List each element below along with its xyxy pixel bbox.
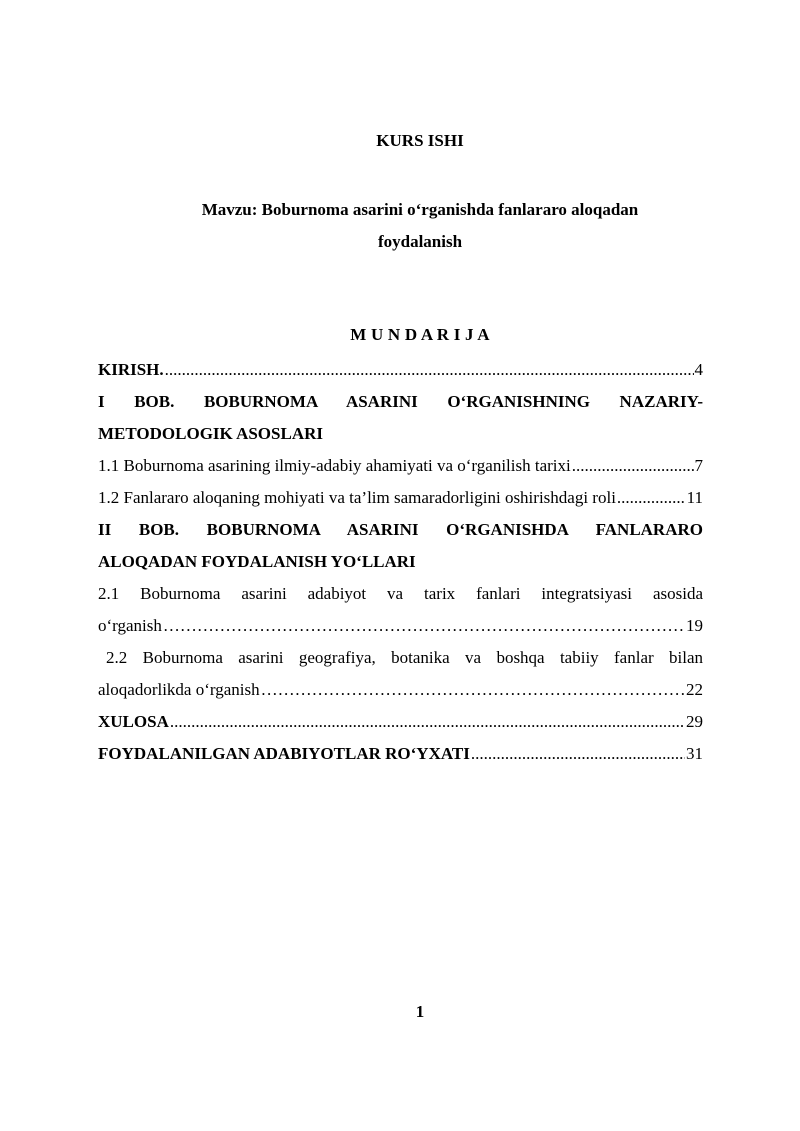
toc-dot-leader bbox=[261, 674, 685, 706]
toc-heading: M U N D A R I J A bbox=[350, 325, 490, 344]
toc-dot-leader bbox=[471, 738, 685, 770]
toc-dot-leader bbox=[617, 482, 686, 514]
toc-entry-adabiyotlar bbox=[98, 738, 703, 770]
toc-chapter-2 bbox=[98, 514, 703, 578]
toc-dot-leader bbox=[170, 706, 685, 738]
toc-entry-kirish bbox=[98, 354, 703, 386]
toc-entry-line: 2.2 Boburnoma asarini geografiya, botanika va boshqa tabiiy fanlar bilan bbox=[106, 648, 703, 667]
toc-entry-label: o‘rganish bbox=[98, 616, 162, 635]
toc-entry-label: 1.1 Boburnoma asarining ilmiy-adabiy ahamiyati va o‘rganilish tarixi bbox=[98, 456, 571, 475]
toc-chapter-line: ALOQADAN FOYDALANISH YO‘LLARI bbox=[98, 552, 416, 571]
topic-line-2: foydalanish bbox=[377, 232, 463, 251]
toc-entry-1-1 bbox=[98, 450, 703, 482]
toc-page-number: 31 bbox=[686, 744, 703, 763]
toc-entry-line: 2.1 Boburnoma asarini adabiyot va tarix fanlari integratsiyasi asosida bbox=[98, 584, 703, 603]
toc-entry-continuation bbox=[98, 610, 703, 642]
toc-entry-2-1 bbox=[98, 578, 703, 642]
toc-page-number: 29 bbox=[686, 712, 703, 731]
toc-chapter-line: I BOB. BOBURNOMA ASARINI O‘RGANISHNING NAZARIY- bbox=[98, 392, 703, 411]
toc-entry-label: aloqadorlikda o‘rganish bbox=[98, 680, 260, 699]
toc-entry-1-2 bbox=[98, 482, 703, 514]
toc-entry-label: KIRISH. bbox=[98, 360, 164, 379]
toc-entry-label: FOYDALANILGAN ADABIYOTLAR RO‘YXATI bbox=[98, 744, 470, 763]
toc-dot-leader bbox=[163, 610, 685, 642]
toc-page-number: 19 bbox=[686, 616, 703, 635]
toc-page-number: 11 bbox=[686, 488, 703, 507]
toc-page-number: 7 bbox=[694, 456, 703, 475]
topic-block bbox=[98, 194, 742, 258]
toc-dot-leader bbox=[165, 354, 694, 386]
document-title: KURS ISHI bbox=[376, 131, 464, 150]
toc-dot-leader bbox=[572, 450, 694, 482]
toc-entry-xulosa bbox=[98, 706, 703, 738]
toc-entry-2-2 bbox=[98, 642, 703, 706]
toc-chapter-line: METODOLOGIK ASOSLARI bbox=[98, 424, 323, 443]
table-of-contents bbox=[98, 354, 703, 770]
toc-entry-label: XULOSA bbox=[98, 712, 169, 731]
toc-entry-continuation bbox=[98, 674, 703, 706]
toc-chapter-1 bbox=[98, 386, 703, 450]
page-number: 1 bbox=[415, 1002, 425, 1021]
toc-entry-label: 1.2 Fanlararo aloqaning mohiyati va ta’lim samaradorligini oshirishdagi roli bbox=[98, 488, 616, 507]
toc-chapter-line: II BOB. BOBURNOMA ASARINI O‘RGANISHDA FANLARARO bbox=[98, 520, 703, 539]
toc-page-number: 4 bbox=[694, 360, 703, 379]
toc-page-number: 22 bbox=[686, 680, 703, 699]
topic-line-1: Mavzu: Boburnoma asarini o‘rganishda fanlararo aloqadan bbox=[201, 200, 639, 219]
